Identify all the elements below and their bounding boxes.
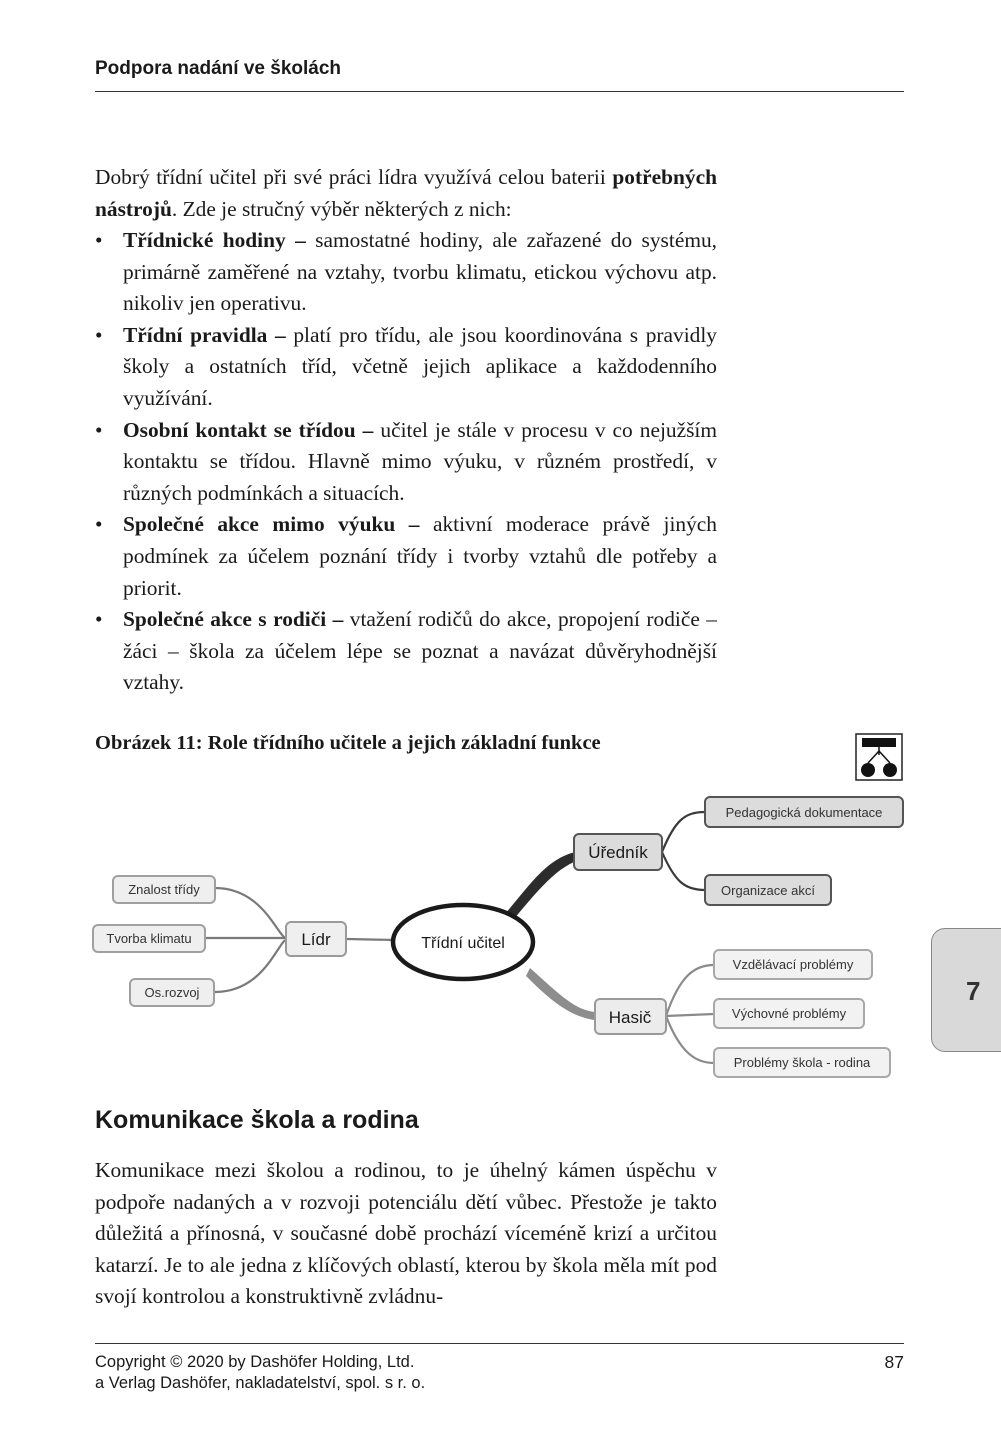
- section-paragraph: [95, 1155, 717, 1313]
- leaf-node-label: Tvorba klimatu: [106, 931, 192, 946]
- list-item-text: učitel je stále v procesu v co nejužším kontaktu se třídou. Hlavně mimo výuku, v různém prostředí, v různých podmínkách a situacích.: [123, 417, 717, 505]
- branch-node-official-label: Úředník: [588, 843, 648, 862]
- branch-node-firefighter-label: Hasič: [608, 1008, 652, 1027]
- branch-node-leader-label: Lídr: [301, 930, 331, 949]
- tools-list: [95, 225, 717, 699]
- list-item-term: Společné akce mimo výuku –: [123, 512, 420, 537]
- leaf-node-label: Pedagogická dokumentace: [725, 805, 883, 820]
- list-item: [95, 604, 717, 699]
- list-item-term: Společné akce s rodiči –: [123, 607, 344, 632]
- leaf-node-label: Vzdělávací problémy: [732, 957, 854, 972]
- list-item: [95, 225, 717, 320]
- figure-caption: Obrázek 11: Role třídního učitele a jejich základní funkce: [95, 732, 601, 754]
- center-to-firefighter-connector: [526, 968, 595, 1020]
- bullet-icon: •: [95, 512, 103, 537]
- intro-text: Dobrý třídní učitel při své práci lídra využívá celou baterii: [95, 165, 613, 189]
- intro-paragraph: [95, 162, 717, 225]
- leaf-node-label: Problémy škola - rodina: [733, 1055, 871, 1070]
- leaf-node-label: Znalost třídy: [128, 882, 200, 897]
- leaf-node-label: Výchovné problémy: [731, 1006, 847, 1021]
- running-header: Podpora nadání ve školách: [95, 58, 342, 79]
- publisher-line: a Verlag Dashöfer, nakladatelství, spol. s r. o.: [95, 1374, 426, 1392]
- list-item-term: Třídnické hodiny –: [123, 228, 306, 252]
- section-text: Komunikace mezi školou a rodinou, to je úhelný kámen úspěchu v podpoře nadaných a v rozvoji potenciálu dětí vůbec. Přestože je takto důležitá a přínosná, v současné době prochází víceméně krizí a určitou katarzí. Je to ale jedna z klíčových oblastí, kterou by škola měla mít pod svojí kontrolou a konstruktivně zvládnu-: [95, 1158, 717, 1309]
- copyright-line: Copyright © 2020 by Dashöfer Holding, Ltd.: [95, 1353, 415, 1371]
- list-item: [95, 415, 717, 510]
- footer-rule: [95, 1343, 904, 1344]
- footer-copyright: [95, 1352, 425, 1394]
- list-item-text: aktivní moderace právě jiných podmínek za účelem poznání třídy i tvorby vztahů dle potřeby a priorit.: [123, 512, 717, 600]
- bullet-icon: •: [95, 228, 103, 252]
- list-item-term: Třídní pravidla –: [123, 322, 286, 347]
- bullet-icon: •: [95, 417, 103, 442]
- leaf-node-label: Organizace akcí: [721, 883, 815, 898]
- list-item-text: vtažení rodičů do akce, propojení rodiče – žáci – škola za účelem lépe se poznat a navázat důvěryhodnější vztahy.: [123, 607, 717, 695]
- bullet-icon: •: [95, 322, 103, 347]
- center-node-label: Třídní učitel: [421, 935, 505, 952]
- mindmap-diagram: [90, 790, 910, 1090]
- intro-bold: potřebných nástrojů: [95, 165, 717, 221]
- diagram-icon: [855, 733, 903, 781]
- header-rule: [95, 91, 904, 92]
- intro-text-end: . Zde je stručný výběr některých z nich:: [171, 196, 512, 221]
- list-item: [95, 320, 717, 415]
- list-item-term: Osobní kontakt se třídou –: [123, 417, 374, 442]
- list-item: [95, 509, 717, 604]
- chapter-tab: [931, 928, 1001, 1052]
- chapter-number: 7: [966, 976, 981, 1006]
- leaf-node-label: Os.rozvoj: [144, 985, 200, 1000]
- bullet-icon: •: [95, 607, 103, 632]
- list-item-text: samostatné hodiny, ale zařazené do systému, primárně zaměřené na vztahy, tvorbu klimatu, etickou výchovu atp. nikoliv jen operativu.: [123, 228, 718, 316]
- top-right-connectors: [662, 812, 705, 890]
- list-item-text: platí pro třídu, ale jsou koordinována s pravidly školy a ostatních tříd, včetně jejich aplikace a každodenního využívání.: [123, 322, 717, 410]
- bottom-right-connectors: [666, 965, 714, 1063]
- page-number: 87: [884, 1352, 904, 1372]
- section-heading: Komunikace škola a rodina: [95, 1106, 419, 1134]
